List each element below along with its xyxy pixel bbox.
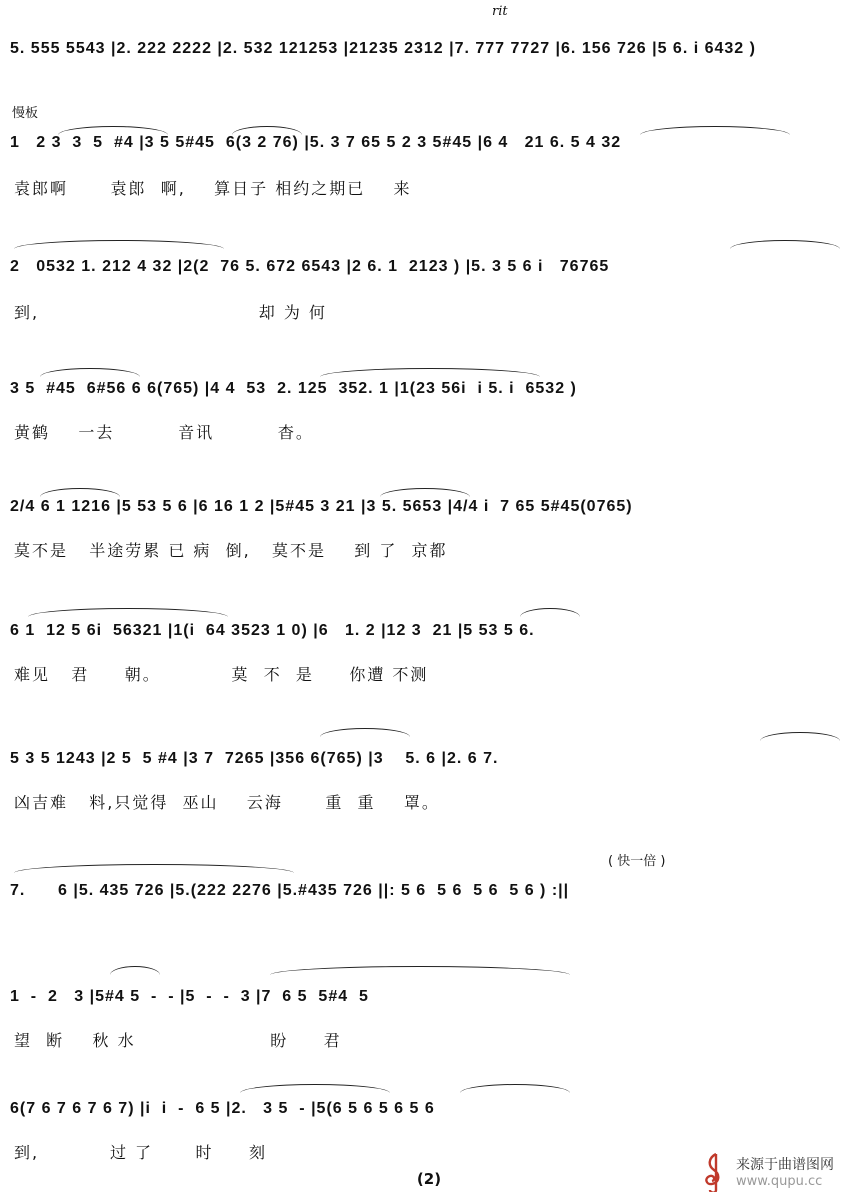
notation-line: 7. 6 |5. 435 726 |5.(222 2276 |5.#435 726 ||: 5 6 5 6 5 6 5 6 ) :||	[10, 882, 570, 899]
notation-line: 1 - 2 3 |5#4 5 - - |5 - - 3 |7 6 5 5#4 5	[10, 988, 369, 1005]
notation-line: 5 3 5 1243 |2 5 5 #4 |3 7 7265 |356 6(765) |3 5. 6 |2. 6 7.	[10, 750, 499, 767]
page-number: (2)	[416, 1170, 442, 1188]
slur	[40, 488, 120, 497]
notation-line: 2/4 6 1 1216 |5 53 5 6 |6 16 1 2 |5#45 3 21 |3 5. 5653 |4/4 i 7 65 5#45(0765)	[10, 498, 633, 515]
slur	[28, 608, 228, 617]
slur	[520, 608, 580, 617]
slur	[14, 864, 294, 873]
slur	[320, 368, 540, 377]
lyrics-line: 凶吉难 料,只觉得 巫山 云海 重 重 罩。	[14, 793, 440, 812]
notation-line: 2 0532 1. 212 4 32 |2(2 76 5. 672 6543 |2 6. 1 2123 ) |5. 3 5 6 i 76765	[10, 258, 610, 275]
slur	[270, 966, 570, 975]
lyrics-line: 莫不是 半途劳累 已 病 倒, 莫不是 到 了 京都	[14, 541, 448, 560]
notation-line: 1 2 3 3 5 #4 |3 5 5#45 6(3 2 76) |5. 3 7 65 5 2 3 5#45 |6 4 21 6. 5 4 32	[10, 134, 622, 151]
slur	[240, 1084, 390, 1093]
slur	[760, 732, 840, 741]
lyrics-line: 到, 却 为 何	[14, 303, 327, 322]
lyrics-line: 黄鹤 一去 音讯 杳。	[14, 423, 314, 442]
slur	[14, 240, 224, 249]
slur	[320, 728, 410, 737]
rit-marking: rit	[492, 4, 508, 19]
lyrics-line: 袁郎啊 袁郎 啊, 算日子 相约之期已 来	[14, 179, 412, 198]
slur	[380, 488, 470, 497]
lyrics-line: 难见 君 朝。 莫 不 是 你遭 不测	[14, 665, 429, 684]
notation-line: 5. 555 5543 |2. 222 2222 |2. 532 121253 |21235 2312 |7. 777 7727 |6. 156 726 |5 6. i 6432 )	[10, 40, 756, 57]
watermark	[698, 1150, 848, 1194]
watermark-text: 来源于曲谱图网	[736, 1157, 834, 1173]
treble-clef-icon	[698, 1150, 730, 1192]
notation-line: 3 5 #45 6#56 6 6(765) |4 4 53 2. 125 352. 1 |1(23 56i i 5. i 6532 )	[10, 380, 577, 397]
slur	[460, 1084, 570, 1093]
slur	[730, 240, 840, 249]
slur	[110, 966, 160, 975]
slur	[40, 368, 140, 377]
tempo-marking: 慢板	[12, 106, 39, 121]
notation-line: 6 1 12 5 6i 56321 |1(i 64 3523 1 0) |6 1. 2 |12 3 21 |5 53 5 6.	[10, 622, 535, 639]
watermark-url: www.qupu.cc	[736, 1174, 823, 1189]
notation-line: 6(7 6 7 6 7 6 7) |i i - 6 5 |2. 3 5 - |5(6 5 6 5 6 5 6	[10, 1100, 435, 1117]
lyrics-line: 望 断 秋 水 盼 君	[14, 1031, 342, 1050]
fast-marking: ( 快一倍 )	[608, 854, 666, 869]
lyrics-line: 到, 过 了 时 刻	[14, 1143, 267, 1162]
